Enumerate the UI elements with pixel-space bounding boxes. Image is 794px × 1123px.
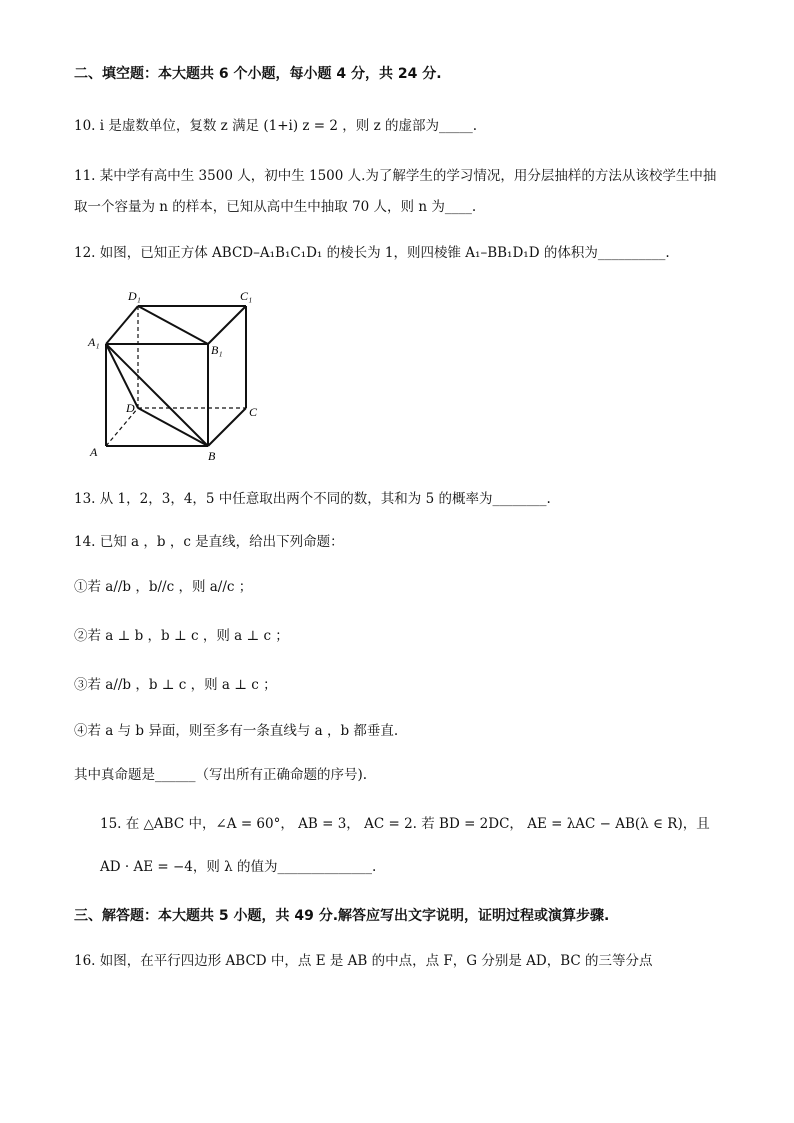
label-B1: B₁: [211, 343, 223, 357]
label-D: D: [126, 401, 135, 415]
question-15-line-1: 15. 在 △ABC 中，∠A = 60°， AB = 3， AC = 2. 若 BD = 2DC， AE = λAC − AB(λ ∈ R)，且: [100, 816, 710, 832]
question-14-proposition-4: ④若 a 与 b 异面，则至多有一条直线与 a ，b 都垂直.: [74, 723, 399, 739]
label-A1: A₁: [88, 335, 100, 349]
question-12: 12. 如图，已知正方体 ABCD–A₁B₁C₁D₁ 的棱长为 1，则四棱锥 A₁–BB₁D₁D 的体积为__________.: [74, 245, 670, 261]
question-14-proposition-1: ①若 a//b ，b//c ，则 a//c ；: [74, 579, 253, 595]
question-16: 16. 如图，在平行四边形 ABCD 中，点 E 是 AB 的中点，点 F，G 分别是 AD，BC 的三等分点: [74, 953, 653, 969]
label-D1: D₁: [128, 289, 141, 303]
question-14-proposition-2: ②若 a ⊥ b ，b ⊥ c ，则 a ⊥ c ；: [74, 628, 289, 644]
question-11-line-1: 11. 某中学有高中生 3500 人，初中生 1500 人.为了解学生的学习情况，用分层抽样的方法从该校学生中抽: [74, 168, 717, 184]
question-14-intro: 14. 已知 a ，b ，c 是直线，给出下列命题：: [74, 534, 344, 550]
label-C1: C₁: [240, 289, 253, 303]
label-C: C: [249, 405, 258, 419]
question-13: 13. 从 1，2，3，4，5 中任意取出两个不同的数，其和为 5 的概率为________.: [74, 491, 551, 507]
question-14-conclusion: 其中真命题是______（写出所有正确命题的序号).: [74, 767, 368, 783]
section-3-heading: 三、解答题：本大题共 5 小题，共 49 分.解答应写出文字说明，证明过程或演算步骤.: [74, 908, 610, 924]
section-2-heading: 二、填空题：本大题共 6 个小题，每小题 4 分，共 24 分.: [74, 66, 442, 82]
label-A: A: [90, 445, 98, 459]
question-15-line-2: AD · AE = −4，则 λ 的值为______________.: [100, 859, 377, 875]
question-10: 10. i 是虚数单位，复数 z 满足 (1+i) z = 2 ，则 z 的虚部为_____.: [74, 118, 478, 134]
question-14-proposition-3: ③若 a//b ，b ⊥ c ，则 a ⊥ c ；: [74, 677, 277, 693]
label-B: B: [208, 449, 216, 463]
question-11-line-2: 取一个容量为 n 的样本，已知从高中生中抽取 70 人，则 n 为____.: [74, 199, 477, 215]
cube-figure: [84, 284, 274, 466]
